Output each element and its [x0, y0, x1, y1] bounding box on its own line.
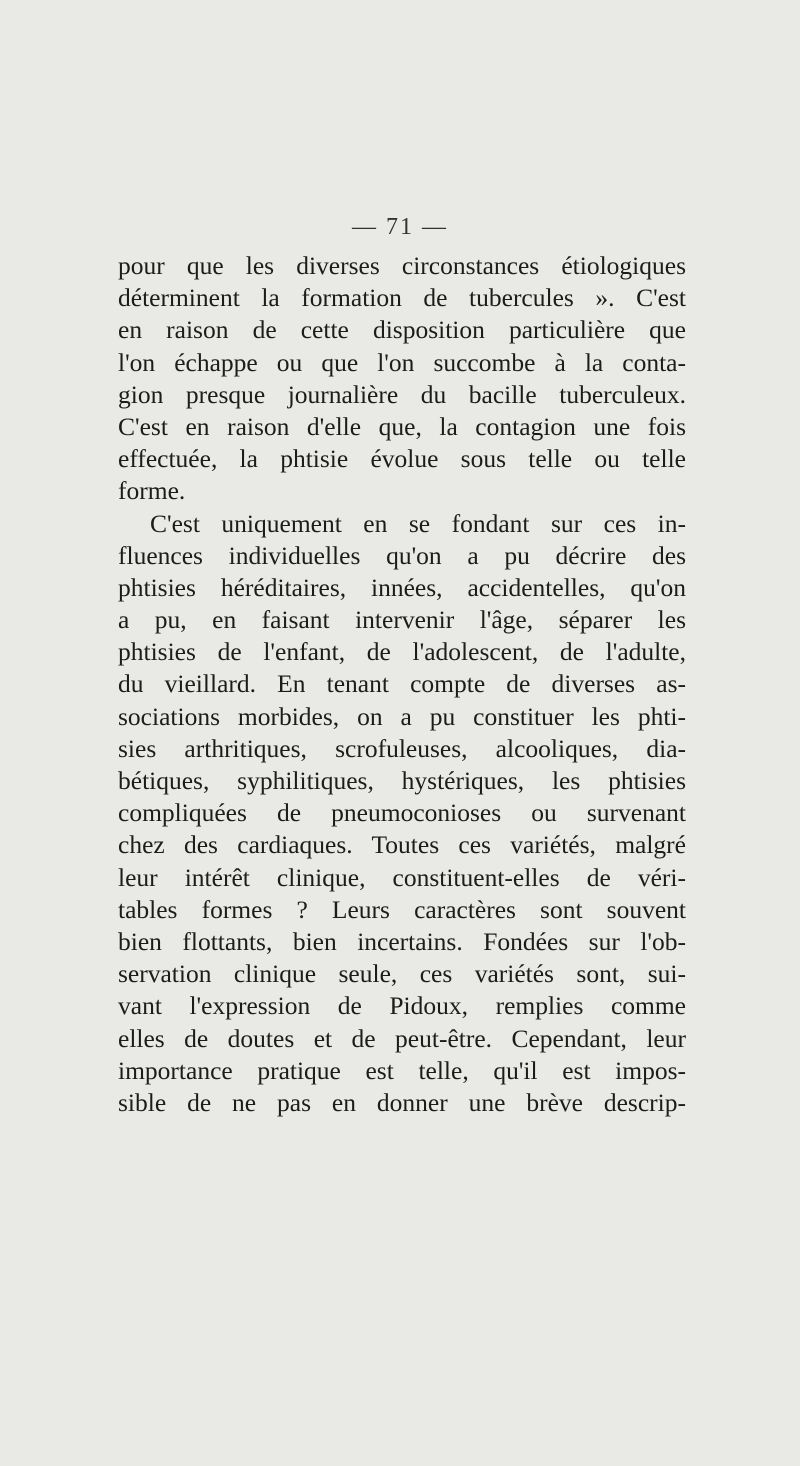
text-line: chez des cardiaques. Toutes ces variétés, malgré — [118, 830, 686, 860]
text-line: du vieillard. En tenant compte de diverses as- — [118, 669, 686, 699]
text-line: forme. — [118, 476, 186, 506]
text-line: sociations morbides, on a pu constituer les phti- — [118, 701, 686, 731]
text-line: déterminent la formation de tubercules ». C'est — [118, 283, 686, 313]
text-line: a pu, en faisant intervenir l'âge, séparer les — [118, 605, 686, 635]
text-line: bien flottants, bien incertains. Fondées sur l'ob- — [118, 926, 686, 956]
text-line: compliquées de pneumoconioses ou survenant — [118, 798, 686, 828]
text-line: phtisies héréditaires, innées, accidentelles, qu'on — [118, 572, 686, 602]
text-line: fluences individuelles qu'on a pu décrire des — [118, 540, 686, 570]
text-line: importance pratique est telle, qu'il est impos- — [118, 1055, 686, 1085]
text-line: elles de doutes et de peut-être. Cependant, leur — [118, 1023, 686, 1053]
text-line: sies arthritiques, scrofuleuses, alcooliques, dia- — [118, 733, 686, 763]
text-line: C'est uniquement en se fondant sur ces in- — [150, 508, 686, 538]
body-text — [118, 250, 686, 1119]
text-line: sible de ne pas en donner une brève descrip- — [118, 1087, 686, 1117]
text-line: en raison de cette disposition particulière que — [118, 315, 686, 345]
page-number: — 71 — — [352, 214, 448, 240]
text-line: l'on échappe ou que l'on succombe à la conta- — [118, 347, 686, 377]
text-line: bétiques, syphilitiques, hystériques, les phtisies — [118, 766, 686, 795]
text-line: leur intérêt clinique, constituent-elles de véri- — [118, 862, 686, 892]
text-line: C'est en raison d'elle que, la contagion une fois — [118, 411, 686, 441]
text-line: servation clinique seule, ces variétés sont, sui- — [118, 959, 686, 989]
text-line: pour que les diverses circonstances étiologiques — [118, 251, 686, 280]
text-line: phtisies de l'enfant, de l'adolescent, de l'adulte, — [118, 637, 686, 667]
text-line: vant l'expression de Pidoux, remplies comme — [118, 991, 686, 1021]
text-line: gion presque journalière du bacille tuberculeux. — [118, 379, 686, 409]
text-line: tables formes ? Leurs caractères sont souvent — [118, 894, 686, 924]
text-line: effectuée, la phtisie évolue sous telle ou telle — [118, 444, 686, 474]
